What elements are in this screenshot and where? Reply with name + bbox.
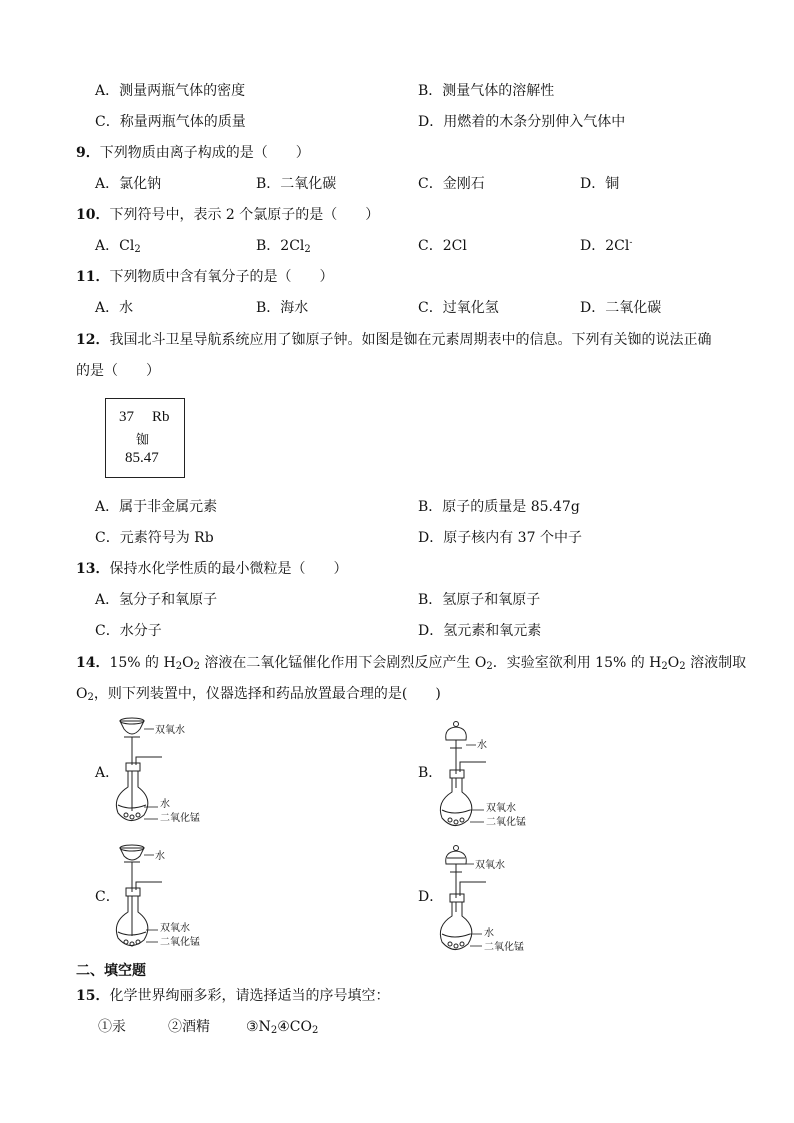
q13-stem: 保持水化学性质的最小微粒是（ ） <box>109 561 348 577</box>
q15-item-1: ①汞 <box>98 1019 126 1035</box>
q14-subscript: 2 <box>193 661 200 672</box>
q14-stem-part: 溶液制取 <box>685 655 747 671</box>
apparatus-b-flask-label2: 二氧化锰 <box>486 817 526 828</box>
q9-stem-line <box>76 144 310 162</box>
q10-option-d <box>580 237 632 255</box>
q14-subscript: 2 <box>661 661 668 672</box>
section-title: 二、填空题 <box>76 963 146 979</box>
q11-number: 11． <box>76 269 110 285</box>
q10-option-c: C．2Cl <box>418 238 467 254</box>
q12-option-b: B．原子的质量是 85.47g <box>418 499 580 515</box>
q11-stem: 下列物质中含有氧分子的是（ ） <box>109 269 334 285</box>
apparatus-c-flask-label2: 二氧化锰 <box>160 937 200 948</box>
apparatus-d-flask-label1: 水 <box>484 928 494 939</box>
q12-option-c: C．元素符号为 Rb <box>95 530 214 546</box>
apparatus-c-figure <box>110 840 230 959</box>
q9-stem: 下列物质由离子构成的是（ ） <box>99 145 310 161</box>
q8-option-d: D．用燃着的木条分别伸入气体中 <box>418 114 626 130</box>
q15-stem-line <box>76 987 389 1005</box>
q10-option-b-text: B．2Cl <box>256 238 305 254</box>
q11-option-b: B．海水 <box>256 300 309 316</box>
q11-option-a: A．水 <box>95 300 134 316</box>
q14-stem-line1 <box>76 654 746 672</box>
q8-option-a: A．测量两瓶气体的密度 <box>95 83 246 99</box>
q12-stem-1: 我国北斗卫星导航系统应用了铷原子钟。如图是铷在元素周期表中的信息。下列有关铷的说法正确 <box>109 332 712 348</box>
q14-option-b: B． <box>418 765 443 781</box>
q10-option-a-text: A．Cl <box>95 238 135 254</box>
q14-subscript: 2 <box>175 661 183 672</box>
q14-stem-part: 溶液在二氧化锰催化作用下会剧烈反应产生 O <box>199 655 487 671</box>
element-symbol: Rb <box>152 409 170 425</box>
q14-stem-part: 15% 的 H <box>109 655 176 671</box>
apparatus-c-flask-label1: 双氧水 <box>160 923 190 934</box>
q14-subscript: 2 <box>87 692 94 703</box>
periodic-table-cell <box>105 398 185 478</box>
q13-option-d: D．氢元素和氧元素 <box>418 623 542 639</box>
q15-item-2: ②酒精 <box>168 1019 210 1035</box>
q9-option-a: A．氯化钠 <box>95 176 162 192</box>
q10-option-b-subscript: 2 <box>304 244 311 255</box>
q14-stem-part: O <box>76 686 88 702</box>
q12-stem-line2: 的是（ ） <box>76 363 160 379</box>
q14-subscript: 2 <box>679 661 686 672</box>
q15-stem: 化学世界绚丽多彩，请选择适当的序号填空： <box>109 988 390 1004</box>
q12-number: 12． <box>76 332 110 348</box>
q9-option-b: B．二氧化碳 <box>256 176 337 192</box>
q13-option-b: B．氢原子和氧原子 <box>418 592 541 608</box>
q8-option-c: C．称量两瓶气体的质量 <box>95 114 246 130</box>
q10-number: 10． <box>76 207 110 223</box>
apparatus-a-figure <box>110 715 230 834</box>
q13-stem-line <box>76 560 347 578</box>
q15-item-3: ③N <box>246 1019 271 1035</box>
q15-items-3-4 <box>246 1018 318 1036</box>
q12-stem-line1 <box>76 331 711 349</box>
q9-option-d: D．铜 <box>580 176 620 192</box>
apparatus-d-flask-label2: 二氧化锰 <box>484 942 524 953</box>
q10-option-b <box>256 237 311 255</box>
q9-number: 9． <box>76 145 100 161</box>
apparatus-b-figure <box>440 718 560 837</box>
apparatus-a-top-label: 双氧水 <box>155 725 185 736</box>
q10-option-d-text: D．2Cl <box>580 238 630 254</box>
q15-item-3-subscript: 2 <box>270 1025 278 1036</box>
q10-option-a-subscript: 2 <box>134 244 141 255</box>
q10-option-a <box>95 237 141 255</box>
apparatus-d-figure <box>440 842 560 961</box>
q14-stem-line2 <box>76 685 441 703</box>
q10-stem-line <box>76 206 379 224</box>
q14-option-d: D． <box>418 889 444 905</box>
q11-option-c: C．过氧化氢 <box>418 300 499 316</box>
q14-stem-part: O <box>667 655 680 671</box>
q10-stem: 下列符号中，表示 2 个氯原子的是（ ） <box>109 207 380 223</box>
q14-stem-part: O <box>182 655 194 671</box>
q8-option-b: B．测量气体的溶解性 <box>418 83 555 99</box>
q15-item-4-subscript: 2 <box>311 1025 319 1036</box>
q12-option-d: D．原子核内有 37 个中子 <box>418 530 582 546</box>
q14-subscript: 2 <box>486 661 493 672</box>
q13-option-c: C．水分子 <box>95 623 162 639</box>
q11-stem-line <box>76 268 333 286</box>
q13-option-a: A．氢分子和氧原子 <box>95 592 218 608</box>
apparatus-b-top-label: 水 <box>477 740 487 751</box>
q11-option-d: D．二氧化碳 <box>580 300 662 316</box>
element-name: 铷 <box>136 433 150 448</box>
apparatus-c-top-label: 水 <box>155 851 165 862</box>
q12-option-a: A．属于非金属元素 <box>95 499 218 515</box>
q14-option-a: A． <box>95 765 120 781</box>
apparatus-a-flask-label2: 二氧化锰 <box>160 813 200 824</box>
atomic-number: 37 <box>119 409 134 425</box>
q14-number: 14． <box>76 655 110 671</box>
q10-option-d-superscript: - <box>629 238 633 248</box>
q15-number: 15． <box>76 988 110 1004</box>
q9-option-c: C．金刚石 <box>418 176 485 192</box>
atomic-mass: 85.47 <box>125 450 159 466</box>
apparatus-b-flask-label1: 双氧水 <box>486 803 516 814</box>
q14-stem-part: ．实验室欲利用 15% 的 H <box>492 655 662 671</box>
q14-stem-part: ，则下列装置中，仪器选择和药品放置最合理的是( ) <box>93 686 441 702</box>
q13-number: 13． <box>76 561 110 577</box>
q14-option-c: C． <box>95 889 120 905</box>
apparatus-a-flask-label1: 水 <box>160 799 170 810</box>
apparatus-d-top-label: 双氧水 <box>475 860 505 871</box>
q15-item-4: ④CO <box>277 1019 312 1035</box>
